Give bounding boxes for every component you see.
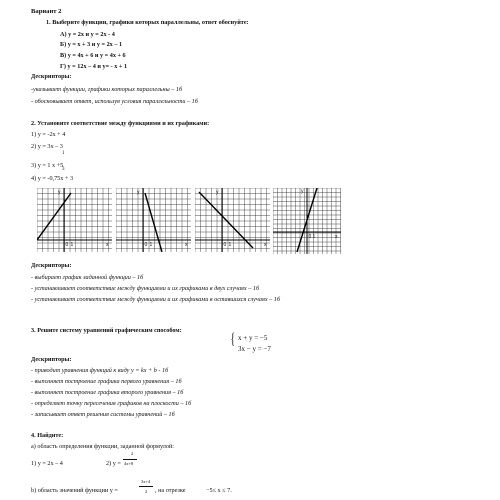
task4-part-a: a) область определения функции, заданной формулой: [31, 443, 175, 450]
task3-descriptor-5: - записывает ответ решения системы уравнений – 1б [31, 411, 175, 418]
y-axis-label: y [216, 189, 219, 196]
task1-descriptor-1: -указывает функции, графики которых параллельны – 1б [31, 86, 183, 93]
y-axis-label: y [301, 188, 304, 195]
task4-a2-prefix: 2) y = [106, 460, 121, 467]
task2-function-2: 2) y = 3x – 3 [31, 143, 63, 150]
task2-descriptor-2: - устанавливает соответствие между функциями и их графиками в двух случаях – 1б [31, 285, 260, 292]
task3-descriptor-2: - выполняет построение графика первого уравнения – 1б [31, 378, 182, 385]
x-axis-label: x [185, 242, 188, 248]
task2-fraction-denominator: 3 [62, 167, 65, 172]
unit-label: 1 [149, 242, 153, 248]
x-axis-label: x [335, 234, 338, 240]
task4-a2-numerator: 2 [131, 451, 134, 456]
task1-descriptors-title: Дескрипторы: [31, 73, 72, 80]
task3-descriptor-4: - определяет точку пересечения графиков на плоскости – 1б [31, 400, 192, 407]
task1-title: 1. Выберите функции, графики которых параллельны, ответ обоснуйте: [46, 19, 249, 26]
task3-title: 3. Решите систему уравнений графическим способом: [31, 327, 182, 334]
origin-label: 0 [65, 242, 69, 248]
task1-descriptor-2: - обосновывает ответ, используя условия параллельности – 1б [31, 98, 198, 105]
task4-b-fraction-bar [139, 486, 153, 487]
graph-3-canvas [195, 188, 270, 252]
task2-function-4: 4) y = -0,75x + 3 [31, 175, 74, 182]
task1-option-b: Б) y = x + 3 и y = 2x – 1 [60, 41, 123, 48]
task2-function-3: 3) y = 1 x +5 [31, 162, 64, 169]
task4-b-interval-label: , на отрезке [155, 487, 186, 494]
task2-title: 2. Установите соответствие между функциями и их графиками: [31, 120, 210, 127]
task1-option-a: А) y = 2x и y = 2x - 4 [60, 31, 115, 38]
function-line [37, 193, 71, 240]
unit-label: 1 [70, 242, 74, 248]
graph-1-canvas [37, 188, 112, 252]
task2-fraction-numerator: 1 [62, 151, 65, 156]
graph-2 [116, 188, 191, 252]
task2-descriptors-title: Дескрипторы: [31, 262, 72, 269]
task4-b-interval: −5≤ x ≤ 7. [206, 487, 232, 494]
system-equation-1: x + y = −5 [238, 334, 268, 342]
task4-title: 4. Найдите: [31, 432, 64, 439]
variant-heading: Вариант 2 [31, 8, 62, 15]
x-axis-label: x [106, 242, 109, 248]
task4-part-b: b) область значений функции y = [31, 487, 118, 494]
graph-3 [195, 188, 270, 252]
graph-4-canvas [273, 188, 341, 254]
x-axis-label: x [264, 242, 267, 248]
task3-descriptor-1: - приводит уравнения функций к виду y = kx + b - 1б [31, 367, 169, 374]
task4-a2-fraction-bar [123, 459, 137, 460]
task2-function-1: 1) y = -2x + 4 [31, 131, 66, 138]
system-brace: { [230, 331, 236, 348]
task1-option-d: Г) y = 12x – 4 и y= - x + 1 [60, 63, 128, 70]
unit-label: 1 [228, 242, 232, 248]
task4-a2-denominator: 4x+8 [124, 461, 134, 466]
task4-b-denominator: 2 [145, 489, 148, 494]
origin-label: 0 [223, 242, 227, 248]
task4-b-numerator: 3x+4 [141, 479, 151, 484]
task2-descriptor-1: - выбирает график заданной функции – 1б [31, 274, 144, 281]
origin-label: 0 [308, 234, 312, 240]
origin-label: 0 [144, 242, 148, 248]
task3-descriptors-title: Дескрипторы: [31, 356, 72, 363]
y-axis-label: y [137, 189, 140, 196]
graph-2-canvas [116, 188, 191, 252]
graph-4 [273, 188, 341, 254]
system-equation-2: 3x − y = −7 [238, 345, 271, 353]
y-axis-label: y [58, 189, 61, 196]
task4-a1: 1) y = 2x – 4 [31, 460, 63, 467]
unit-label: 1 [312, 234, 316, 240]
graph-1 [37, 188, 112, 252]
task3-descriptor-3: - выполняет построение графика второго уравнения – 1б [31, 389, 184, 396]
task2-descriptor-3: - устанавливает соответствие между функциями и их графиками в оставшихся случаях – 1б [31, 296, 280, 303]
task1-option-c: В) y = 4x + 6 и y = 4x + 6 [60, 52, 126, 59]
